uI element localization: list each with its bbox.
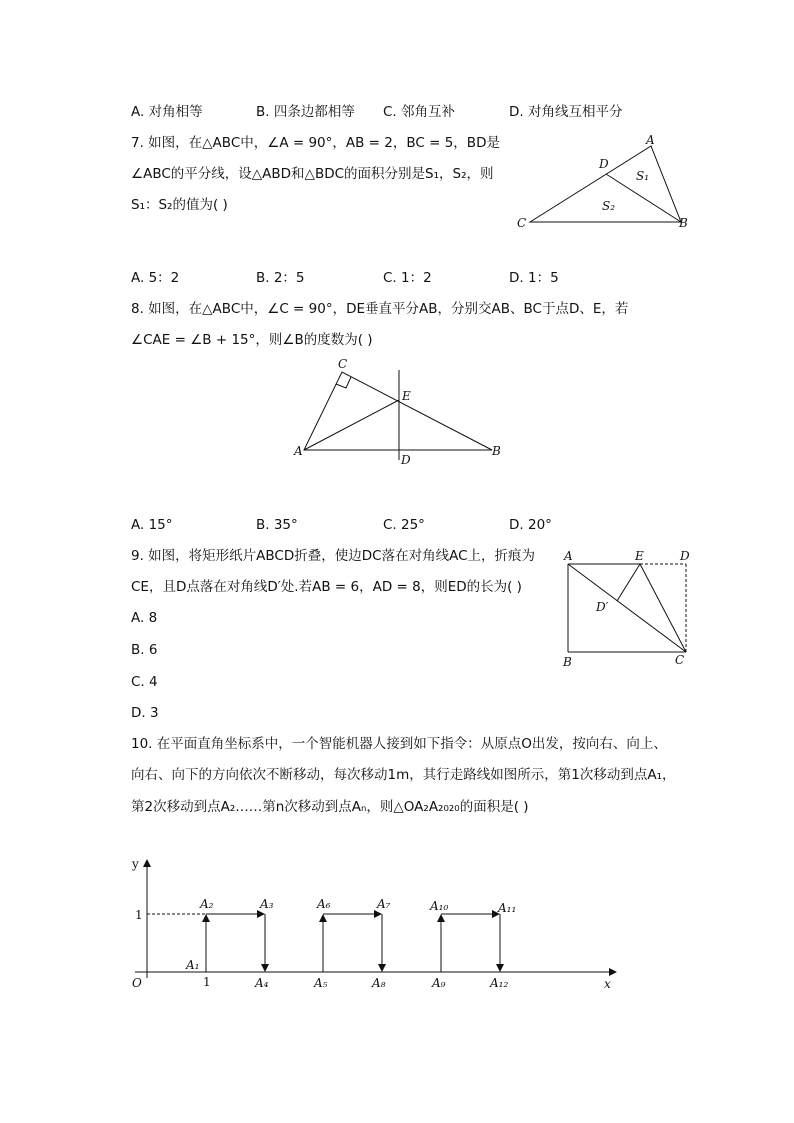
q8-line-ae: [304, 400, 399, 450]
q8-label-e: E: [402, 389, 411, 403]
q9-option-a: A. 8: [131, 610, 158, 626]
q7-line-2: ∠ABC的平分线，设△ABD和△BDC的面积分别是S₁，S₂，则: [131, 166, 494, 182]
q8-line-2: ∠CAE = ∠B + 15°，则∠B的度数为( ): [131, 332, 373, 348]
q9-crease-ce: [640, 564, 686, 652]
q8-option-b: B. 35°: [256, 517, 298, 533]
q10-label-a6: A₆: [317, 897, 331, 911]
q10-label-a2: A₂: [200, 897, 214, 911]
q7-option-c: C. 1：2: [383, 270, 432, 286]
q7-figure: [510, 130, 700, 235]
q10-figure: [120, 848, 630, 998]
q8-triangle: [304, 372, 492, 450]
q8-label-b: B: [492, 444, 501, 458]
q8-label-a: A: [294, 444, 303, 458]
q10-label-one-x: 1: [203, 975, 211, 989]
q10-label-a10: A₁₀: [430, 899, 449, 913]
q10-label-a3: A₃: [260, 897, 274, 911]
q10-label-y: y: [132, 857, 139, 871]
q10-line-3: 第2次移动到点A₂……第n次移动到点Aₙ，则△OA₂A₂₀₂₀的面积是( ): [131, 799, 529, 815]
q6-option-a: A. 对角相等: [131, 104, 203, 120]
q9-option-d: D. 3: [131, 705, 159, 721]
q8-line-1: 8. 如图，在△ABC中，∠C = 90°，DE垂直平分AB，分别交AB、BC于点D、E，若: [131, 301, 629, 317]
q9-diagonal-ac: [568, 564, 686, 652]
q9-segment-ed-prime: [617, 564, 640, 601]
q7-label-a: A: [646, 133, 655, 147]
q10-label-a8: A₈: [372, 976, 386, 990]
q9-figure: [558, 546, 708, 674]
q9-label-c: C: [675, 653, 685, 667]
q10-label-o: O: [132, 976, 142, 990]
q9-line-2: CE，且D点落在对角线D′处.若AB = 6，AD = 8，则ED的长为( ): [131, 579, 522, 595]
q10-label-a11: A₁₁: [498, 901, 517, 915]
q8-option-a: A. 15°: [131, 517, 173, 533]
q7-option-b: B. 2：5: [256, 270, 305, 286]
q9-line-1: 9. 如图，将矩形纸片ABCD折叠，使边DC落在对角线AC上，折痕为: [131, 548, 535, 564]
q10-label-a12: A₁₂: [490, 976, 509, 990]
q10-label-a1: A₁: [186, 958, 200, 972]
q10-label-a9: A₉: [432, 976, 446, 990]
q9-option-c: C. 4: [131, 674, 158, 690]
q10-label-one-y: 1: [135, 908, 143, 922]
q10-label-x: x: [604, 977, 611, 991]
q6-option-c: C. 邻角互补: [383, 104, 456, 120]
q10-line-2: 向右、向下的方向依次不断移动，每次移动1m，其行走路线如图所示，第1次移动到点A₁，: [131, 767, 676, 783]
q10-label-a4: A₄: [255, 976, 269, 990]
q8-option-c: C. 25°: [383, 517, 425, 533]
q9-label-d: D: [680, 549, 690, 563]
q10-label-a7: A₇: [377, 897, 391, 911]
q9-label-e: E: [635, 549, 644, 563]
q7-label-b: B: [679, 216, 688, 230]
q7-label-c: C: [517, 216, 527, 230]
q8-label-c: C: [338, 357, 348, 371]
q9-label-d-prime: D′: [596, 600, 609, 614]
q7-line-1: 7. 如图，在△ABC中，∠A = 90°，AB = 2，BC = 5，BD是: [131, 135, 500, 151]
q7-label-s2: S₂: [602, 199, 616, 213]
q8-option-d: D. 20°: [509, 517, 552, 533]
q8-label-d: D: [401, 453, 411, 467]
q7-option-d: D. 1：5: [509, 270, 559, 286]
q9-option-b: B. 6: [131, 642, 158, 658]
q7-line-3: S₁：S₂的值为( ): [131, 197, 228, 213]
q8-figure: [290, 356, 510, 471]
q7-label-d: D: [599, 157, 609, 171]
q7-option-a: A. 5：2: [131, 270, 180, 286]
q6-option-b: B. 四条边都相等: [256, 104, 355, 120]
q6-option-d: D. 对角线互相平分: [509, 104, 623, 120]
q9-label-b: B: [563, 655, 572, 669]
q10-line-1: 10. 在平面直角坐标系中，一个智能机器人接到如下指令：从原点O出发，按向右、向上、: [131, 736, 667, 752]
q10-label-a5: A₅: [314, 976, 328, 990]
q9-label-a: A: [564, 549, 573, 563]
q7-label-s1: S₁: [636, 169, 650, 183]
